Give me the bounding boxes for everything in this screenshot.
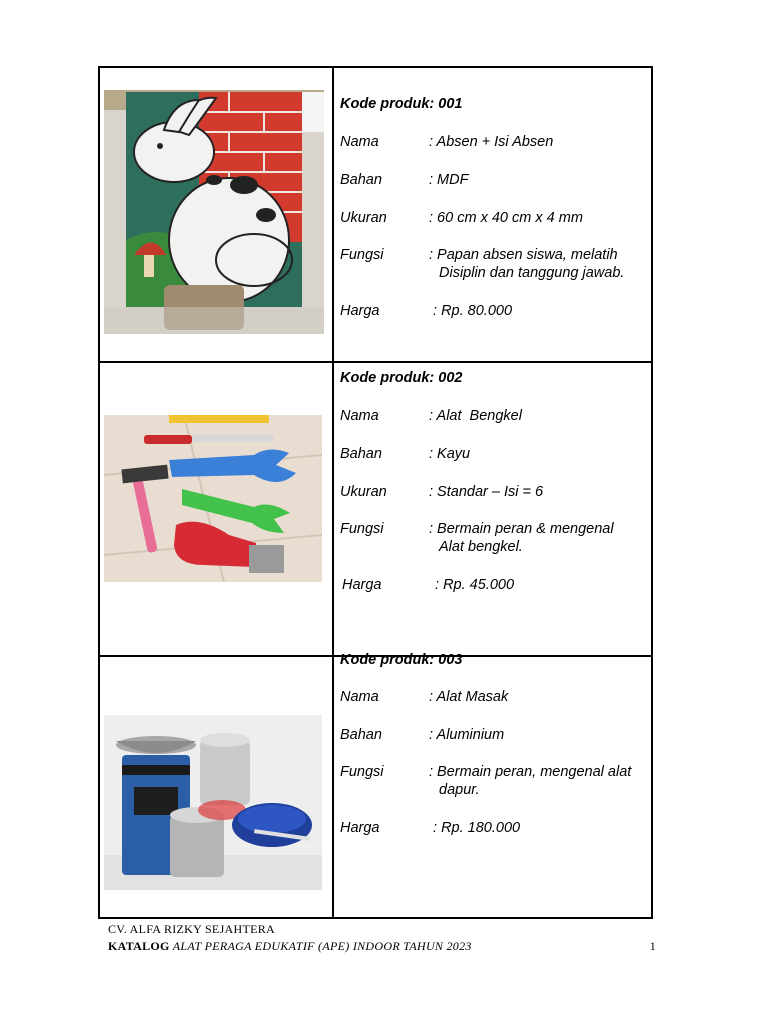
catalog-title bbox=[108, 939, 472, 954]
company-name: CV. ALFA RIZKY SEJAHTERA bbox=[108, 922, 275, 936]
field-value: : Alat Masak bbox=[429, 689, 509, 705]
product-photo-cooking-set bbox=[104, 715, 322, 890]
product-code: Kode produk: 003 bbox=[340, 652, 463, 668]
field-value-line: : Bermain peran, mengenal alat bbox=[429, 764, 632, 780]
field-value: : Rp. 45.000 bbox=[431, 577, 515, 593]
field-label: Fungsi bbox=[340, 247, 384, 263]
field-label: Fungsi bbox=[340, 764, 384, 780]
column-divider bbox=[332, 68, 334, 917]
field-label: Bahan bbox=[340, 446, 382, 462]
product-photo-workshop-tools bbox=[104, 415, 322, 582]
field-label: Bahan bbox=[340, 172, 382, 188]
page-number: 1 bbox=[649, 939, 656, 953]
field-value-line: Alat bengkel. bbox=[439, 539, 523, 555]
field-label: Nama bbox=[340, 689, 379, 705]
field-value bbox=[429, 521, 614, 555]
field-value: : Rp. 80.000 bbox=[429, 303, 513, 319]
field-label: Harga bbox=[342, 577, 382, 593]
field-label: Harga bbox=[340, 303, 380, 319]
field-label: Fungsi bbox=[340, 521, 384, 537]
field-value: : MDF bbox=[429, 172, 469, 188]
product-photo-rabbit-board bbox=[104, 90, 324, 334]
catalog-table bbox=[98, 66, 653, 919]
field-value bbox=[429, 764, 631, 798]
field-value: : Rp. 180.000 bbox=[429, 820, 521, 836]
field-value-line: Disiplin dan tanggung jawab. bbox=[439, 265, 625, 281]
row-divider bbox=[100, 361, 651, 363]
catalog-title-bold: KATALOG bbox=[108, 939, 170, 953]
field-value-line: : Bermain peran & mengenal bbox=[429, 521, 614, 537]
catalog-title-italic: ALAT PERAGA EDUKATIF (APE) INDOOR TAHUN 2023 bbox=[169, 939, 472, 953]
field-label: Nama bbox=[340, 134, 379, 150]
field-label: Bahan bbox=[340, 727, 382, 743]
field-label: Harga bbox=[340, 820, 380, 836]
field-label: Nama bbox=[340, 408, 379, 424]
field-value: : Absen + Isi Absen bbox=[429, 134, 554, 150]
field-label: Ukuran bbox=[340, 484, 387, 500]
product-code: Kode produk: 001 bbox=[340, 96, 463, 112]
field-value: : Aluminium bbox=[429, 727, 505, 743]
field-label: Ukuran bbox=[340, 210, 387, 226]
field-value-line: : Papan absen siswa, melatih bbox=[429, 247, 618, 263]
field-value: : 60 cm x 40 cm x 4 mm bbox=[429, 210, 583, 226]
field-value: : Alat Bengkel bbox=[429, 408, 522, 424]
product-code: Kode produk: 002 bbox=[340, 370, 463, 386]
field-value: : Kayu bbox=[429, 446, 471, 462]
field-value bbox=[429, 247, 624, 281]
field-value: : Standar – Isi = 6 bbox=[429, 484, 544, 500]
field-value-line: dapur. bbox=[439, 782, 480, 798]
